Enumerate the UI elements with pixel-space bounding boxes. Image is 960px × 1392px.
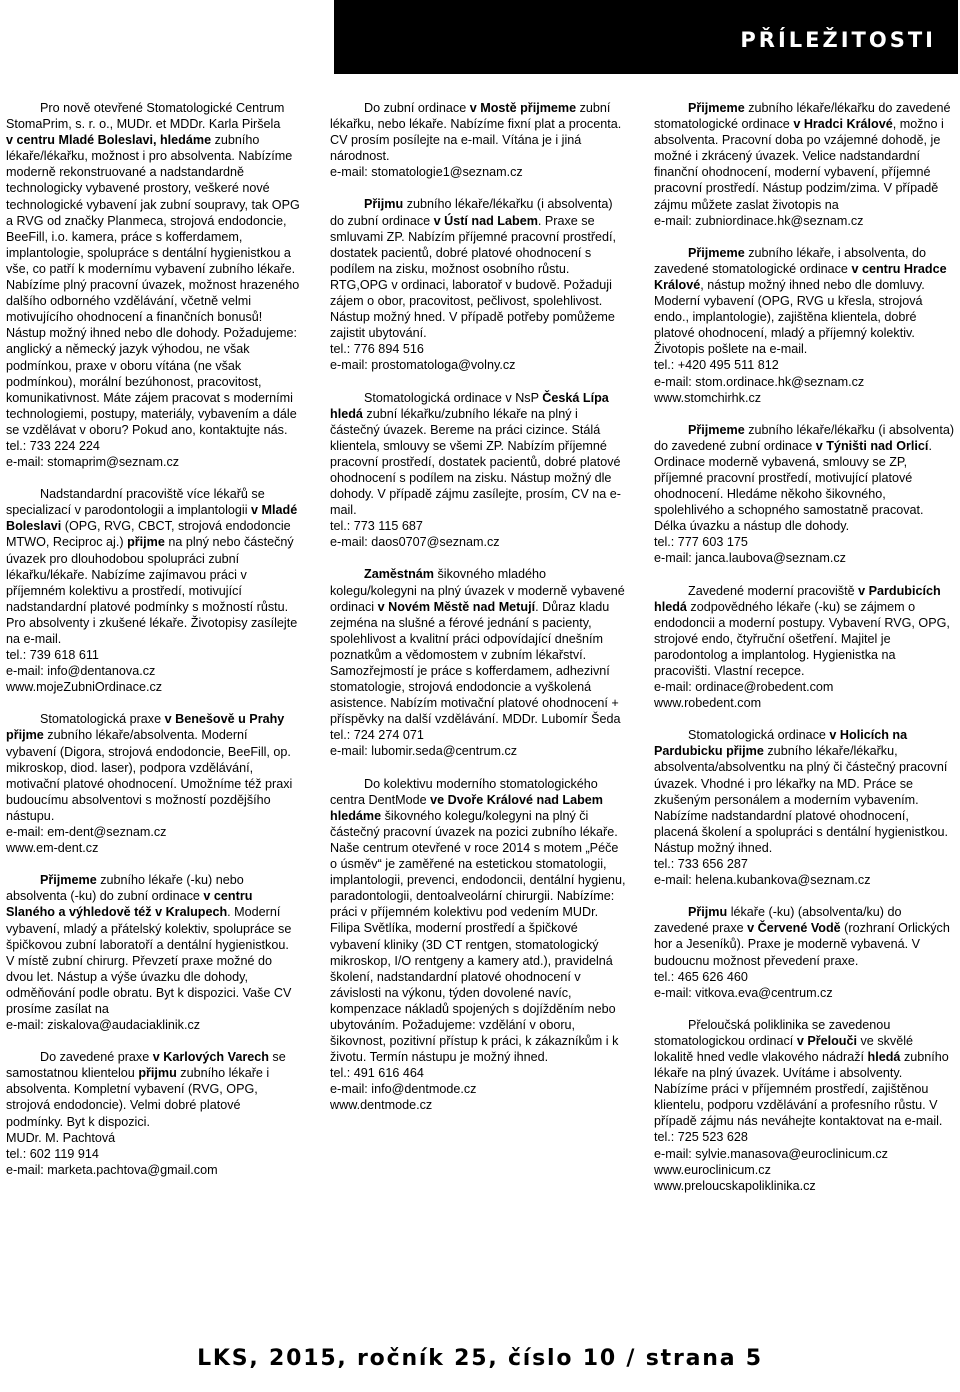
ad-contact: e-mail: ordinace@robedent.com bbox=[654, 680, 834, 695]
ad-contact: www.mojeZubniOrdinace.cz bbox=[6, 680, 163, 695]
job-ad bbox=[6, 711, 300, 856]
ad-contact: tel.: 739 618 611 bbox=[6, 648, 99, 663]
column-1 bbox=[6, 100, 300, 1194]
job-ad bbox=[330, 100, 628, 180]
job-ad bbox=[654, 1017, 954, 1194]
job-ad bbox=[330, 390, 628, 551]
column-2 bbox=[330, 100, 628, 1130]
ad-contact: tel.: 491 616 464 bbox=[330, 1066, 424, 1081]
ad-contact: www.euroclinicum.cz bbox=[654, 1162, 771, 1177]
ad-contact: tel.: 733 656 287 bbox=[654, 857, 748, 872]
ad-text: Zaměstnám šikovného mladého kolegu/kolegyni na plný úvazek v moderně vybavené ordinaci v Novém Městě nad Metují. Důraz kladu zejména na slušné a férové jednání s pacienty, spolehlivost a kvalitní práci odpovídající dnešním poznatkům a vědomostem v zubním lékařství. Samozřejmostí je práce s kofferdamem, adhezivní stomatologie, strojová endodoncie a vyškolená asistence. Nabízím motivační platové ohodnocení + příspěvky na další vzdělávání. MDDr. Lubomír Šeda bbox=[330, 567, 625, 727]
ad-text: Přijmeme zubního lékaře (-ku) nebo absolventa (-ku) do zubní ordinace v centru Slaného a výhledově též v Kralupech. Moderní vybavení, mladý a přátelský kolektiv, spolupráce se špičkovou zubní laboratoří a dentální hygienistkou. V místě zubní chirurg. Převzetí praxe možné do dvou let. Nástup a výše úvazku dle dohody, odměňování podle obratu. Byt k dispozici. Vaše CV prosíme zasílat na bbox=[6, 873, 292, 1016]
ad-text: Stomatologická praxe v Benešově u Prahy přijme zubního lékaře/absolventa. Moderní vybavení (Digora, strojová endodoncie, BeeFill, op. mikroskop, diod. laser), podpora vzdělávání, motivační platové ohodnocení. Umožníme též praxi budoucímu absolventovi s možností pozdějšího nástupu. bbox=[6, 712, 293, 823]
job-ad bbox=[654, 583, 954, 712]
ad-contact: e-mail: zubniordinace.hk@seznam.cz bbox=[654, 213, 864, 228]
job-ad bbox=[6, 100, 300, 470]
ad-contact: e-mail: janca.laubova@seznam.cz bbox=[654, 551, 846, 566]
job-ad bbox=[654, 422, 954, 567]
ad-contact: www.preloucskapoliklinika.cz bbox=[654, 1178, 816, 1193]
ad-contact: e-mail: sylvie.manasova@euroclinicum.cz bbox=[654, 1146, 888, 1161]
ad-contact: e-mail: prostomatologa@volny.cz bbox=[330, 358, 516, 373]
job-ad bbox=[330, 196, 628, 373]
ad-text: Přijmeme zubního lékaře/lékařku (i absolventa) do zavedené zubní ordinace v Týništi nad Orlicí. Ordinace moderně vybavená, smlouvy se ZP, příjemné pracovní prostředí, motivující platové ohodnocení. Hledáme někoho šikovného, spolehlivého a schopného samostatně pracovat. Délka úvazku a nástup dle dohody. bbox=[654, 422, 955, 534]
ad-contact: www.dentmode.cz bbox=[330, 1098, 433, 1113]
ad-contact: e-mail: vitkova.eva@centrum.cz bbox=[654, 985, 833, 1000]
ad-contact: tel.: 777 603 175 bbox=[654, 535, 748, 550]
job-ad bbox=[330, 776, 628, 1114]
ad-text: Stomatologická ordinace v NsP Česká Lípa hledá zubní lékařku/zubního lékaře na plný i částečný úvazek. Bereme na práci cizince. Stálá klientela, smlouvy se všemi ZP. Nabízím příjemné pracovní prostředí, dostatek pacientů, dobré platové ohodnocení s podílem na zisku. Nástup možný dle dohody. V případě zájmu zasílejte, prosím, CV na e-mail. bbox=[330, 390, 621, 518]
job-ad bbox=[654, 100, 954, 229]
ad-contact: e-mail: info@dentmode.cz bbox=[330, 1082, 477, 1097]
ad-contact: www.robedent.com bbox=[654, 696, 762, 711]
ad-contact: e-mail: lubomir.seda@centrum.cz bbox=[330, 744, 518, 759]
ad-text: Přijmu lékaře (-ku) (absolventa/ku) do zavedené praxe v Červené Vodě (rozhraní Orlických hor a Jeseníků). Praxe je moderně vybavená. V budoucnu možnost převedení praxe. bbox=[654, 905, 950, 968]
ad-contact: tel.: 776 894 516 bbox=[330, 342, 424, 357]
page-footer bbox=[0, 1346, 960, 1371]
ad-text: Přijmeme zubního lékaře, i absolventa, do zavedené stomatologické ordinace v centru Hradce Králové, nástup možný ihned nebo dle domluvy. Moderní vybavení (OPG, RVG u křesla, strojová endo., implantologie), zajištěna klientela, dobré platové ohodnocení, mladý a příjemný kolektiv. Životopis pošlete na e-mail. bbox=[654, 245, 947, 357]
ad-contact: www.stomchirhk.cz bbox=[654, 390, 762, 405]
job-ad bbox=[6, 1049, 300, 1178]
section-title: PŘÍLEŽITOSTI bbox=[740, 28, 936, 52]
job-ad bbox=[6, 486, 300, 695]
ad-contact: e-mail: stom.ordinace.hk@seznam.cz bbox=[654, 374, 865, 389]
ad-text: Přijmu zubního lékaře/lékařku (i absolventa) do zubní ordinace v Ústí nad Labem. Praxe se smluvami ZP. Nabízím příjemné pracovní prostředí, dostatek pacientů, dobré platové ohodnocení s podílem na zisku, možnost osobního růstu. RTG,OPG v ordinaci, laboratoř v budově. Požaduji zájem o obor, pracovitost, pečlivost, spolehlivost. Nástup možný hned. V případě potřeby pomůžeme zajistit ubytování. bbox=[330, 197, 617, 341]
job-ad bbox=[330, 566, 628, 759]
ad-contact: e-mail: stomaprim@seznam.cz bbox=[6, 455, 180, 470]
ad-contact: e-mail: helena.kubankova@seznam.cz bbox=[654, 873, 871, 888]
column-3 bbox=[654, 100, 954, 1210]
ad-text: Do kolektivu moderního stomatologického centra DentMode ve Dvoře Králové nad Labem hledáme šikovného kolegu/kolegyni na plný či částečný pracovní úvazek na pozici zubního lékaře. Naše centrum otevřené v roce 2014 s motem „Péče o úsměv“ je zaměřené na estetickou stomatologii, implantologii, prevenci, endodoncii, dentální hygienu, paradontologii, dentoalveolární chirurgii. Nabízíme: práci v příjemném kolektivu pod vedením MUDr. Filipa Světlíka, moderní prostředí a špičkové vybavení kliniky (3D CT rentgen, stomatologický mikroskop, I/O rentgeny a kamery atd.), pravidelná školení, nadstandardní platové ohodnocení v závislosti na výkonu, týden dovolené navíc, kompenzace nákladů spojených s dojížděním nebo ubytováním. Požadujeme: vzdělání v oboru, šikovnost, pozitivní přístup k práci, k zákazníkům i k životu. Termín nástupu je možný ihned. bbox=[330, 776, 626, 1065]
ad-contact: www.em-dent.cz bbox=[6, 841, 99, 856]
ad-contact: tel.: 773 115 687 bbox=[330, 519, 423, 534]
ad-contact: e-mail: marketa.pachtova@gmail.com bbox=[6, 1162, 218, 1177]
ad-contact: e-mail: info@dentanova.cz bbox=[6, 664, 156, 679]
ad-text: Přeloučská poliklinika se zavedenou stomatologickou ordinací v Přelouči ve skvělé lokalitě hned vedle vlakového nádraží hledá zubního lékaře na plný úvazek. Uvítáme i absolventy. Nabízíme práci v příjemném prostředí, zajištěnou klientelu, podporu vzdělávání a profesního růstu. V případě zájmu nás neváhejte kontaktovat na e-mail. bbox=[654, 1017, 949, 1129]
ad-contact: MUDr. M. Pachtová bbox=[6, 1130, 116, 1145]
ad-text: Stomatologická ordinace v Holicích na Pardubicku přijme zubního lékaře/lékařku, absolventa/absolventku na plný či částečný pracovní úvazek. Vhodné i pro lékařky na MD. Práce se zkušeným personálem a moderním vybavením. Nabízíme nadstandardní platové ohodnocení, placená školení a spolupráci s dentální hygienistkou. Nástup možný ihned. bbox=[654, 728, 949, 855]
ad-contact: e-mail: ziskalova@audaciaklinik.cz bbox=[6, 1018, 201, 1033]
job-ad bbox=[6, 872, 300, 1033]
ad-contact: tel.: 725 523 628 bbox=[654, 1130, 748, 1145]
job-ad bbox=[654, 904, 954, 1001]
ad-text: Pro nově otevřené Stomatologické Centrum StomaPrim, s. r. o., MUDr. et MDDr. Karla Piršela bbox=[6, 101, 285, 132]
ad-text: Do zavedené praxe v Karlových Varech se samostatnou klientelou přijmu zubního lékaře i absolventa. Kompletní vybavení (RVG, OPG, strojová endodoncie). Velmi dobré platové podmínky. Byt k dispozici. bbox=[6, 1050, 286, 1129]
ad-text: Zavedené moderní pracoviště v Pardubicích hledá zodpovědného lékaře (-ku) se zájmem o endodoncii a moderní postupy. Vybavení RVG, OPG, strojové endo, čtyřruční ošetření. Majitel je parodontolog a implantolog. Hygienistka na pracovišti. Vlastní recepce. bbox=[654, 583, 950, 678]
ad-contact: v centru Mladé Boleslavi, hledáme zubního lékaře/lékařku, možnost i pro absolventa. Nabízíme moderně rekonstruované a nadstandardně technologicky vybavené prostory, veškeré nové technologické vybavení jak zubní soupravy, tak OPG a RVG od značky Planmeca, strojová endodoncie, BeeFill, i.o. kamera, práce s kofferdamem, implantologie, spolupráce s dentální hygienistkou a vše, co patří k modernímu vybavení zubního lékaře. Nabízíme plný pracovní úvazek, možnost hrazeného dalšího odborného vzdělávání, včetně velmi motivujícího ohodnocení a finančních bonusů! Nástup možný ihned nebo dle dohody. Požadujeme: anglický a německý jazyk výhodou, ne však podmínkou, praxe v oboru vítána (ne však podmínkou), morální bezúhonost, pracovitost, komunikativnost. Máte zájem pracovat s moderními technologiemi, postupy, materiály, vybavením a dále se vzdělávat v oboru? Pokud ano, kontaktujte nás. bbox=[6, 133, 300, 437]
header-banner bbox=[334, 0, 958, 74]
job-ad bbox=[654, 727, 954, 888]
ad-text: Do zubní ordinace v Mostě přijmeme zubní lékařku, nebo lékaře. Nabízíme fixní plat a procenta. CV prosím posílejte na e-mail. Vítána je i jiná národnost. bbox=[330, 101, 622, 164]
footer-citation: LKS, 2015, ročník 25, číslo 10 / strana 5 bbox=[197, 1346, 763, 1371]
ad-contact: tel.: 602 119 914 bbox=[6, 1146, 99, 1161]
ad-contact: tel.: +420 495 511 812 bbox=[654, 358, 779, 373]
ad-text: Přijmeme zubního lékaře/lékařku do zavedené stomatologické ordinace v Hradci Králové, možno i absolventa. Pracovní doba po vzájemné dohodě, je možné i zkrácený úvazek. Velice nadstandardní finanční ohodnocení, moderní vybavení, příjemné pracovní prostředí. Nástup podzim/zima. V případě zájmu můžete zaslat životopis na bbox=[654, 101, 951, 212]
ad-contact: tel.: 733 224 224 bbox=[6, 438, 100, 453]
ad-contact: tel.: 724 274 071 bbox=[330, 728, 424, 743]
ad-text: Nadstandardní pracoviště více lékařů se specializací v parodontologii a implantologii v Mladé Boleslavi (OPG, RVG, CBCT, strojová endodoncie MTWO, Reciproc aj.) přijme na plný nebo částečný úvazek pro dlouhodobou spolupráci zubní lékařku/lékaře. Nabízíme zajímavou práci v příjemném kolektivu a prostředí, motivující nadstandardní platové podmínky s možností růstu. Pro absolventy i zkušené lékaře. Životopisy zasílejte na e-mail. bbox=[6, 487, 298, 646]
ad-contact: e-mail: em-dent@seznam.cz bbox=[6, 825, 167, 840]
job-ad bbox=[654, 245, 954, 406]
ad-contact: e-mail: daos0707@seznam.cz bbox=[330, 535, 500, 550]
ad-contact: e-mail: stomatologie1@seznam.cz bbox=[330, 165, 523, 180]
ad-contact: tel.: 465 626 460 bbox=[654, 969, 748, 984]
